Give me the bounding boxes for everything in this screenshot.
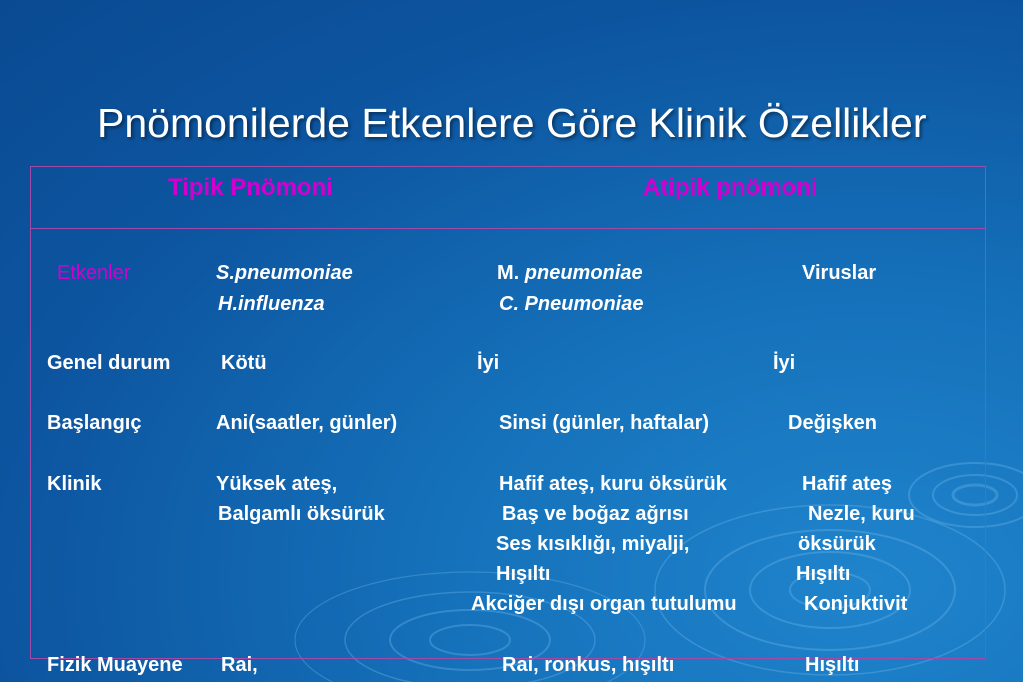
baslangic-atipik: Sinsi (günler, haftalar) [499, 412, 710, 434]
baslangic-other: Değişken [788, 412, 877, 434]
row-label-etkenler: Etkenler [57, 262, 131, 284]
klinik-other-2: Nezle, kuru [808, 503, 915, 525]
klinik-atipik-1: Hafif ateş, kuru öksürük [499, 473, 727, 495]
fizik-muayene-other: Hışıltı [805, 654, 860, 676]
klinik-other-4: Hışıltı [796, 563, 851, 585]
klinik-tipik-2: Balgamlı öksürük [218, 503, 385, 525]
row-label-genel-durum: Genel durum [47, 352, 171, 374]
etkenler-atipik-prefix: M. [497, 262, 520, 284]
klinik-atipik-2: Baş ve boğaz ağrısı [502, 503, 689, 525]
klinik-other-1: Hafif ateş [802, 473, 893, 495]
genel-durum-other: İyi [773, 352, 796, 374]
klinik-other-5: Konjuktivit [804, 593, 908, 615]
klinik-other-3: öksürük [798, 533, 876, 555]
slide-title: Pnömonilerde Etkenlere Göre Klinik Özellikler [97, 100, 927, 146]
etkenler-other: Viruslar [802, 262, 877, 284]
row-label-baslangic: Başlangıç [47, 412, 142, 434]
fizik-muayene-tipik: Rai, [221, 654, 258, 676]
fizik-muayene-atipik: Rai, ronkus, hışıltı [502, 654, 675, 676]
klinik-atipik-3: Ses kısıklığı, miyalji, [496, 533, 690, 555]
baslangic-tipik: Ani(saatler, günler) [216, 412, 398, 434]
etkenler-atipik-1 [497, 261, 643, 285]
etkenler-tipik-1: S.pneumoniae [216, 262, 353, 284]
etkenler-atipik-species: pneumoniae [524, 262, 643, 284]
genel-durum-atipik: İyi [477, 352, 500, 374]
klinik-atipik-4: Hışıltı [496, 563, 551, 585]
header-divider [30, 228, 986, 229]
column-header-atipik: Atipik pnömoni [643, 174, 818, 201]
row-label-fizik-muayene: Fizik Muayene [47, 654, 183, 676]
klinik-atipik-5: Akciğer dışı organ tutulumu [471, 593, 737, 615]
row-label-klinik: Klinik [47, 473, 102, 495]
etkenler-atipik-2: C. Pneumoniae [499, 293, 644, 315]
genel-durum-tipik: Kötü [221, 352, 267, 374]
etkenler-tipik-2: H.influenza [218, 293, 325, 315]
column-header-tipik: Tipik Pnömoni [168, 174, 333, 201]
klinik-tipik-1: Yüksek ateş, [216, 473, 338, 495]
